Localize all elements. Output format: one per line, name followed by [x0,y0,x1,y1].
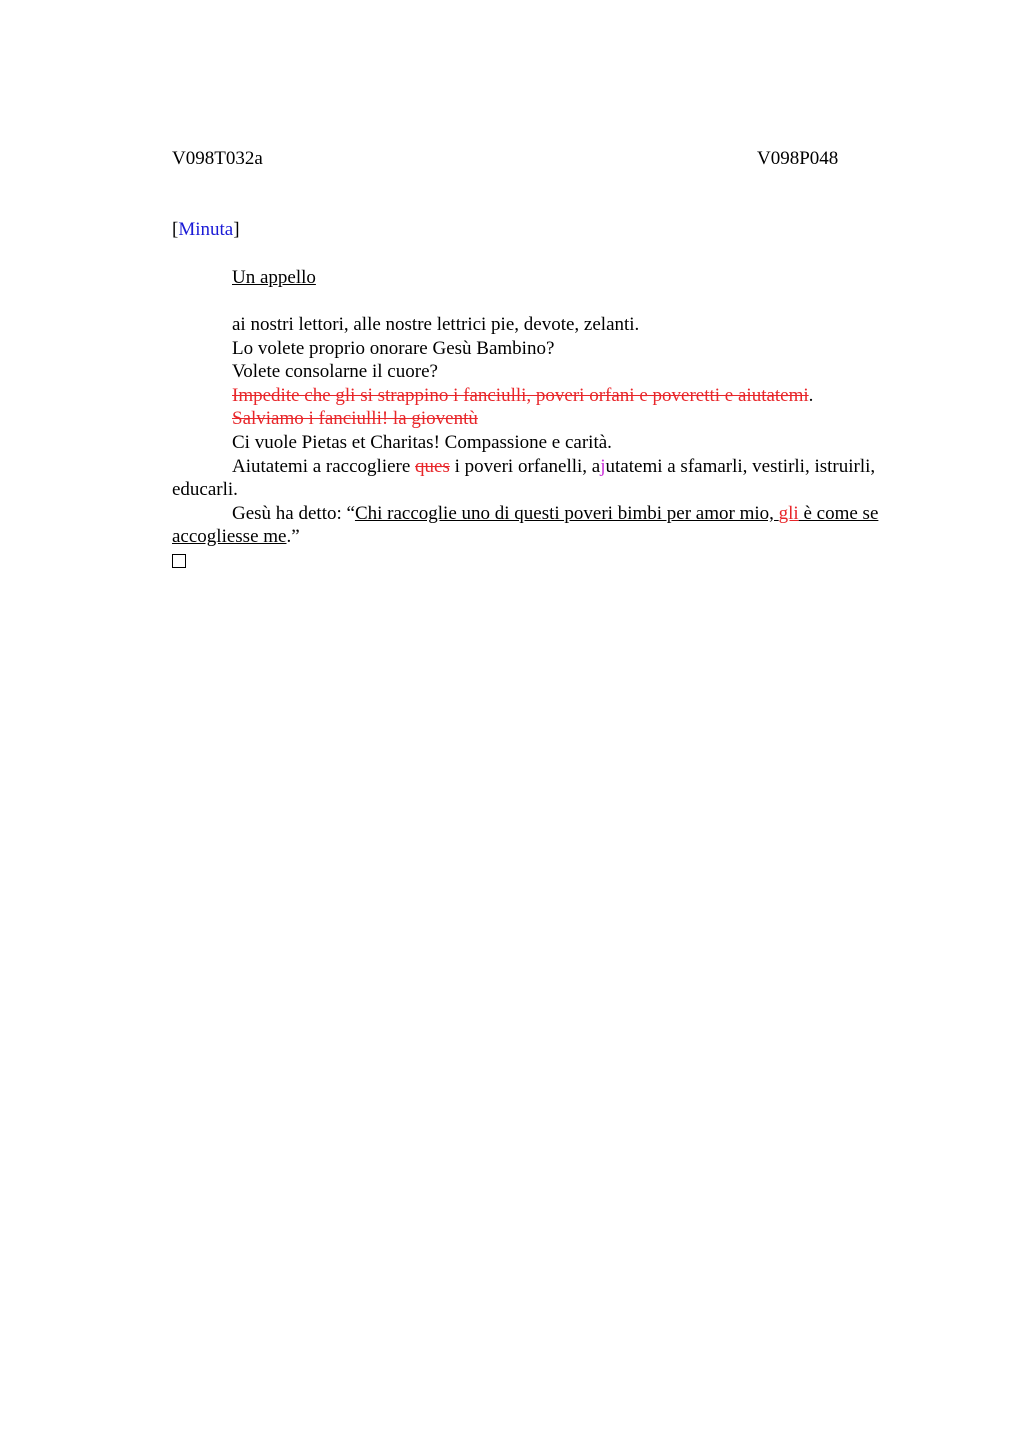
deleted-text: Impedite che gli si strappino i fanciulli, poveri orfani e poveretti e aiutatemi [232,384,809,406]
deleted-text: Salviamo i fanciulli! la gioventù [232,408,478,430]
text-line [172,384,920,408]
document-title: Un appello [232,267,316,288]
minuta-label: Minuta [178,219,234,240]
text-fragment: Gesù ha detto: “ [232,502,355,524]
text-paragraph [172,455,920,502]
text-fragment: .” [286,526,300,548]
text-fragment: Aiutatemi a raccogliere [232,455,416,477]
section-label [172,218,240,242]
bracket-open: [ [172,219,179,240]
deleted-text: ques [415,455,450,477]
underlined-text: è come se accogliesse me [172,502,879,548]
bracket-close: ] [233,219,240,240]
text-line: ai nostri lettori, alle nostre lettrici pie, devote, zelanti. [232,314,640,335]
document-code-left: V098T032a [172,148,263,169]
text-line: Lo volete proprio onorare Gesù Bambino? [232,337,555,359]
text-line: Volete consolarne il cuore? [232,361,438,383]
text-line: Ci vuole Pietas et Charitas! Compassione e carità. [232,431,612,453]
text-fragment: . [808,384,814,406]
end-marker-square-icon [172,554,186,568]
document-code-right: V098P048 [757,148,839,169]
underlined-text: Chi raccoglie uno di questi poveri bimbi per amor mio, [354,502,779,524]
text-fragment: i poveri orfanelli, a [449,455,601,477]
text-line [172,407,920,431]
text-fragment: utatemi a sfamarli, vestirli, istruirli, educarli. [172,455,876,501]
document-body [172,313,920,575]
deleted-text: gli [778,502,799,524]
text-paragraph [172,502,920,549]
inserted-text: j [600,455,606,477]
